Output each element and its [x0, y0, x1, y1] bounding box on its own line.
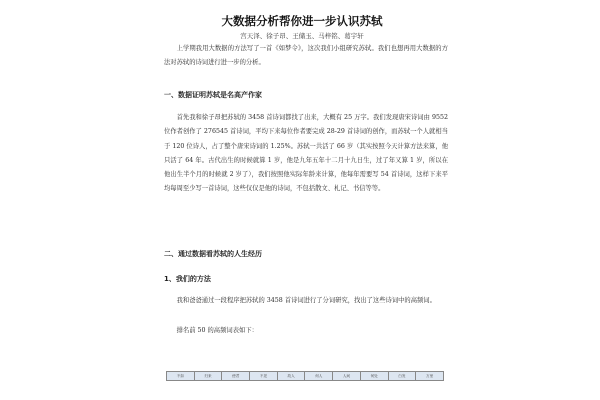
- table-cell: 故人: [277, 372, 305, 381]
- table-cell: 人间: [333, 372, 361, 381]
- table-cell: 何人: [305, 372, 333, 381]
- subsection-1-heading: 1、我们的方法: [164, 275, 211, 283]
- table-caption: 排名前 50 的高频词表如下：: [176, 327, 258, 334]
- table-cell: 使君: [222, 372, 250, 381]
- document-title: 大数据分析帮你进一步认识苏轼: [221, 14, 383, 28]
- section-1-paragraph: 首先我和徐子昂把苏轼的 3458 首诗词都找了出来，大概有 25 万字。我们发现唐宋诗词由 9552 位作者创作了 276545 首诗词，平均下来每位作者要完成 28-29 首诗词的创作，而苏轼一个人就相当于 120 位诗人，占了整个唐宋诗词的 1.25%。苏轼一共活了 66 岁（其实按照今天计算方法来算，他只活了 64 年。古代出生的时候就算 1 岁，他是九年五年十二月十九日生，过了年又算 1 岁，所以在他出生半个月的时候就 2 岁了），我们按照他实际年龄来计算，他每年需要写 54 首诗词，这样下来平均每周至少写一首诗词，这些仅仅是他的诗词，不包括散文、札记、书信等等。: [164, 114, 448, 193]
- table-row: [167, 372, 444, 381]
- intro-paragraph: 上学期我用大数据的方法写了一首《如梦令》，这次我们小组研究苏轼。我们也想再用大数据的方法对苏轼的诗词进行进一步的分析。: [164, 45, 448, 67]
- method-paragraph: 我和爸爸通过一段程序把苏轼的 3458 首诗词进行了分词研究，找出了这些诗词中的高频词。: [176, 297, 436, 304]
- author-list: 宫天泽、徐子昂、王储玉、马梓铭、葛宇轩: [240, 32, 364, 40]
- table-cell: 不见: [250, 372, 278, 381]
- document-page: [146, 0, 458, 400]
- table-cell: 万里: [416, 372, 444, 381]
- frequency-word-table: [166, 371, 444, 381]
- table-cell: 何处: [360, 372, 388, 381]
- section-2-heading: 二、通过数据看苏轼的人生经历: [164, 250, 262, 258]
- table-cell: 白发: [388, 372, 416, 381]
- section-1-heading: 一、数据证明苏轼是名高产作家: [164, 91, 262, 99]
- table-cell: 归来: [194, 372, 222, 381]
- table-cell: 不如: [167, 372, 195, 381]
